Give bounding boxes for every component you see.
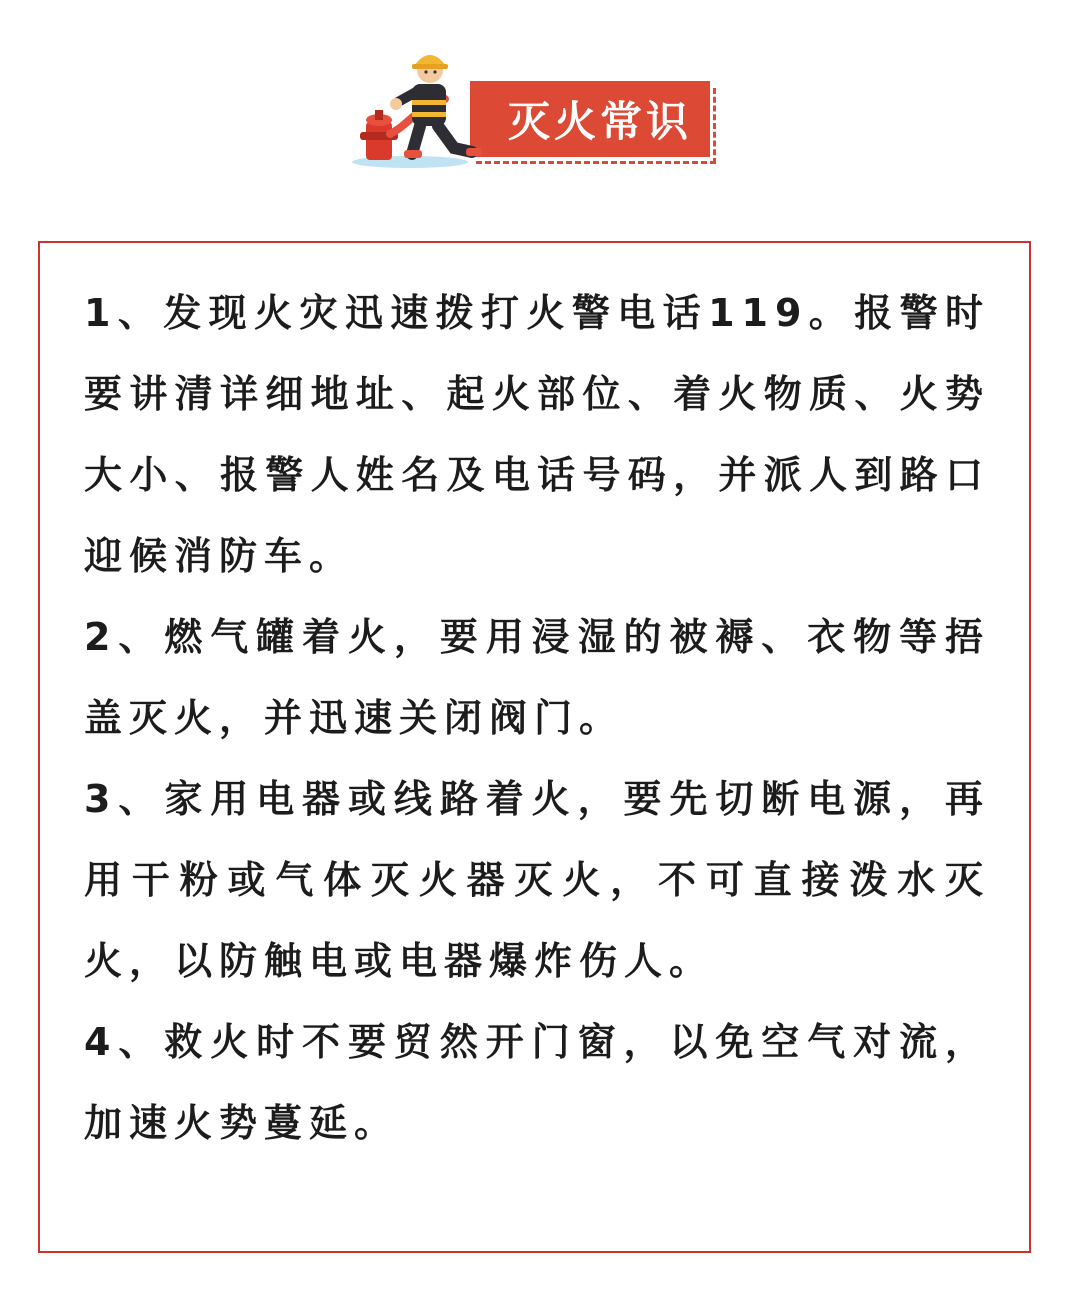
header: [350, 44, 730, 174]
content-list: [84, 273, 990, 1164]
page-title: 灭火常识: [507, 97, 692, 146]
list-item: 2、燃气罐着火，要用浸湿的被褥、衣物等捂盖灭火，并迅速关闭阀门。: [84, 615, 990, 740]
list-item: 1、发现火灾迅速拨打火警电话119。报警时要讲清详细地址、起火部位、着火物质、火势大小、报警人姓名及电话号码，并派人到路口迎候消防车。: [84, 291, 990, 578]
list-item: 3、家用电器或线路着火，要先切断电源，再用干粉或气体灭火器灭火，不可直接泼水灭火，以防触电或电器爆炸伤人。: [84, 777, 990, 983]
firefighter-icon: [350, 44, 500, 174]
title-banner: [470, 81, 710, 157]
list-item: 4、救火时不要贸然开门窗，以免空气对流，加速火势蔓延。: [84, 1020, 990, 1145]
content-box: [38, 241, 1031, 1253]
